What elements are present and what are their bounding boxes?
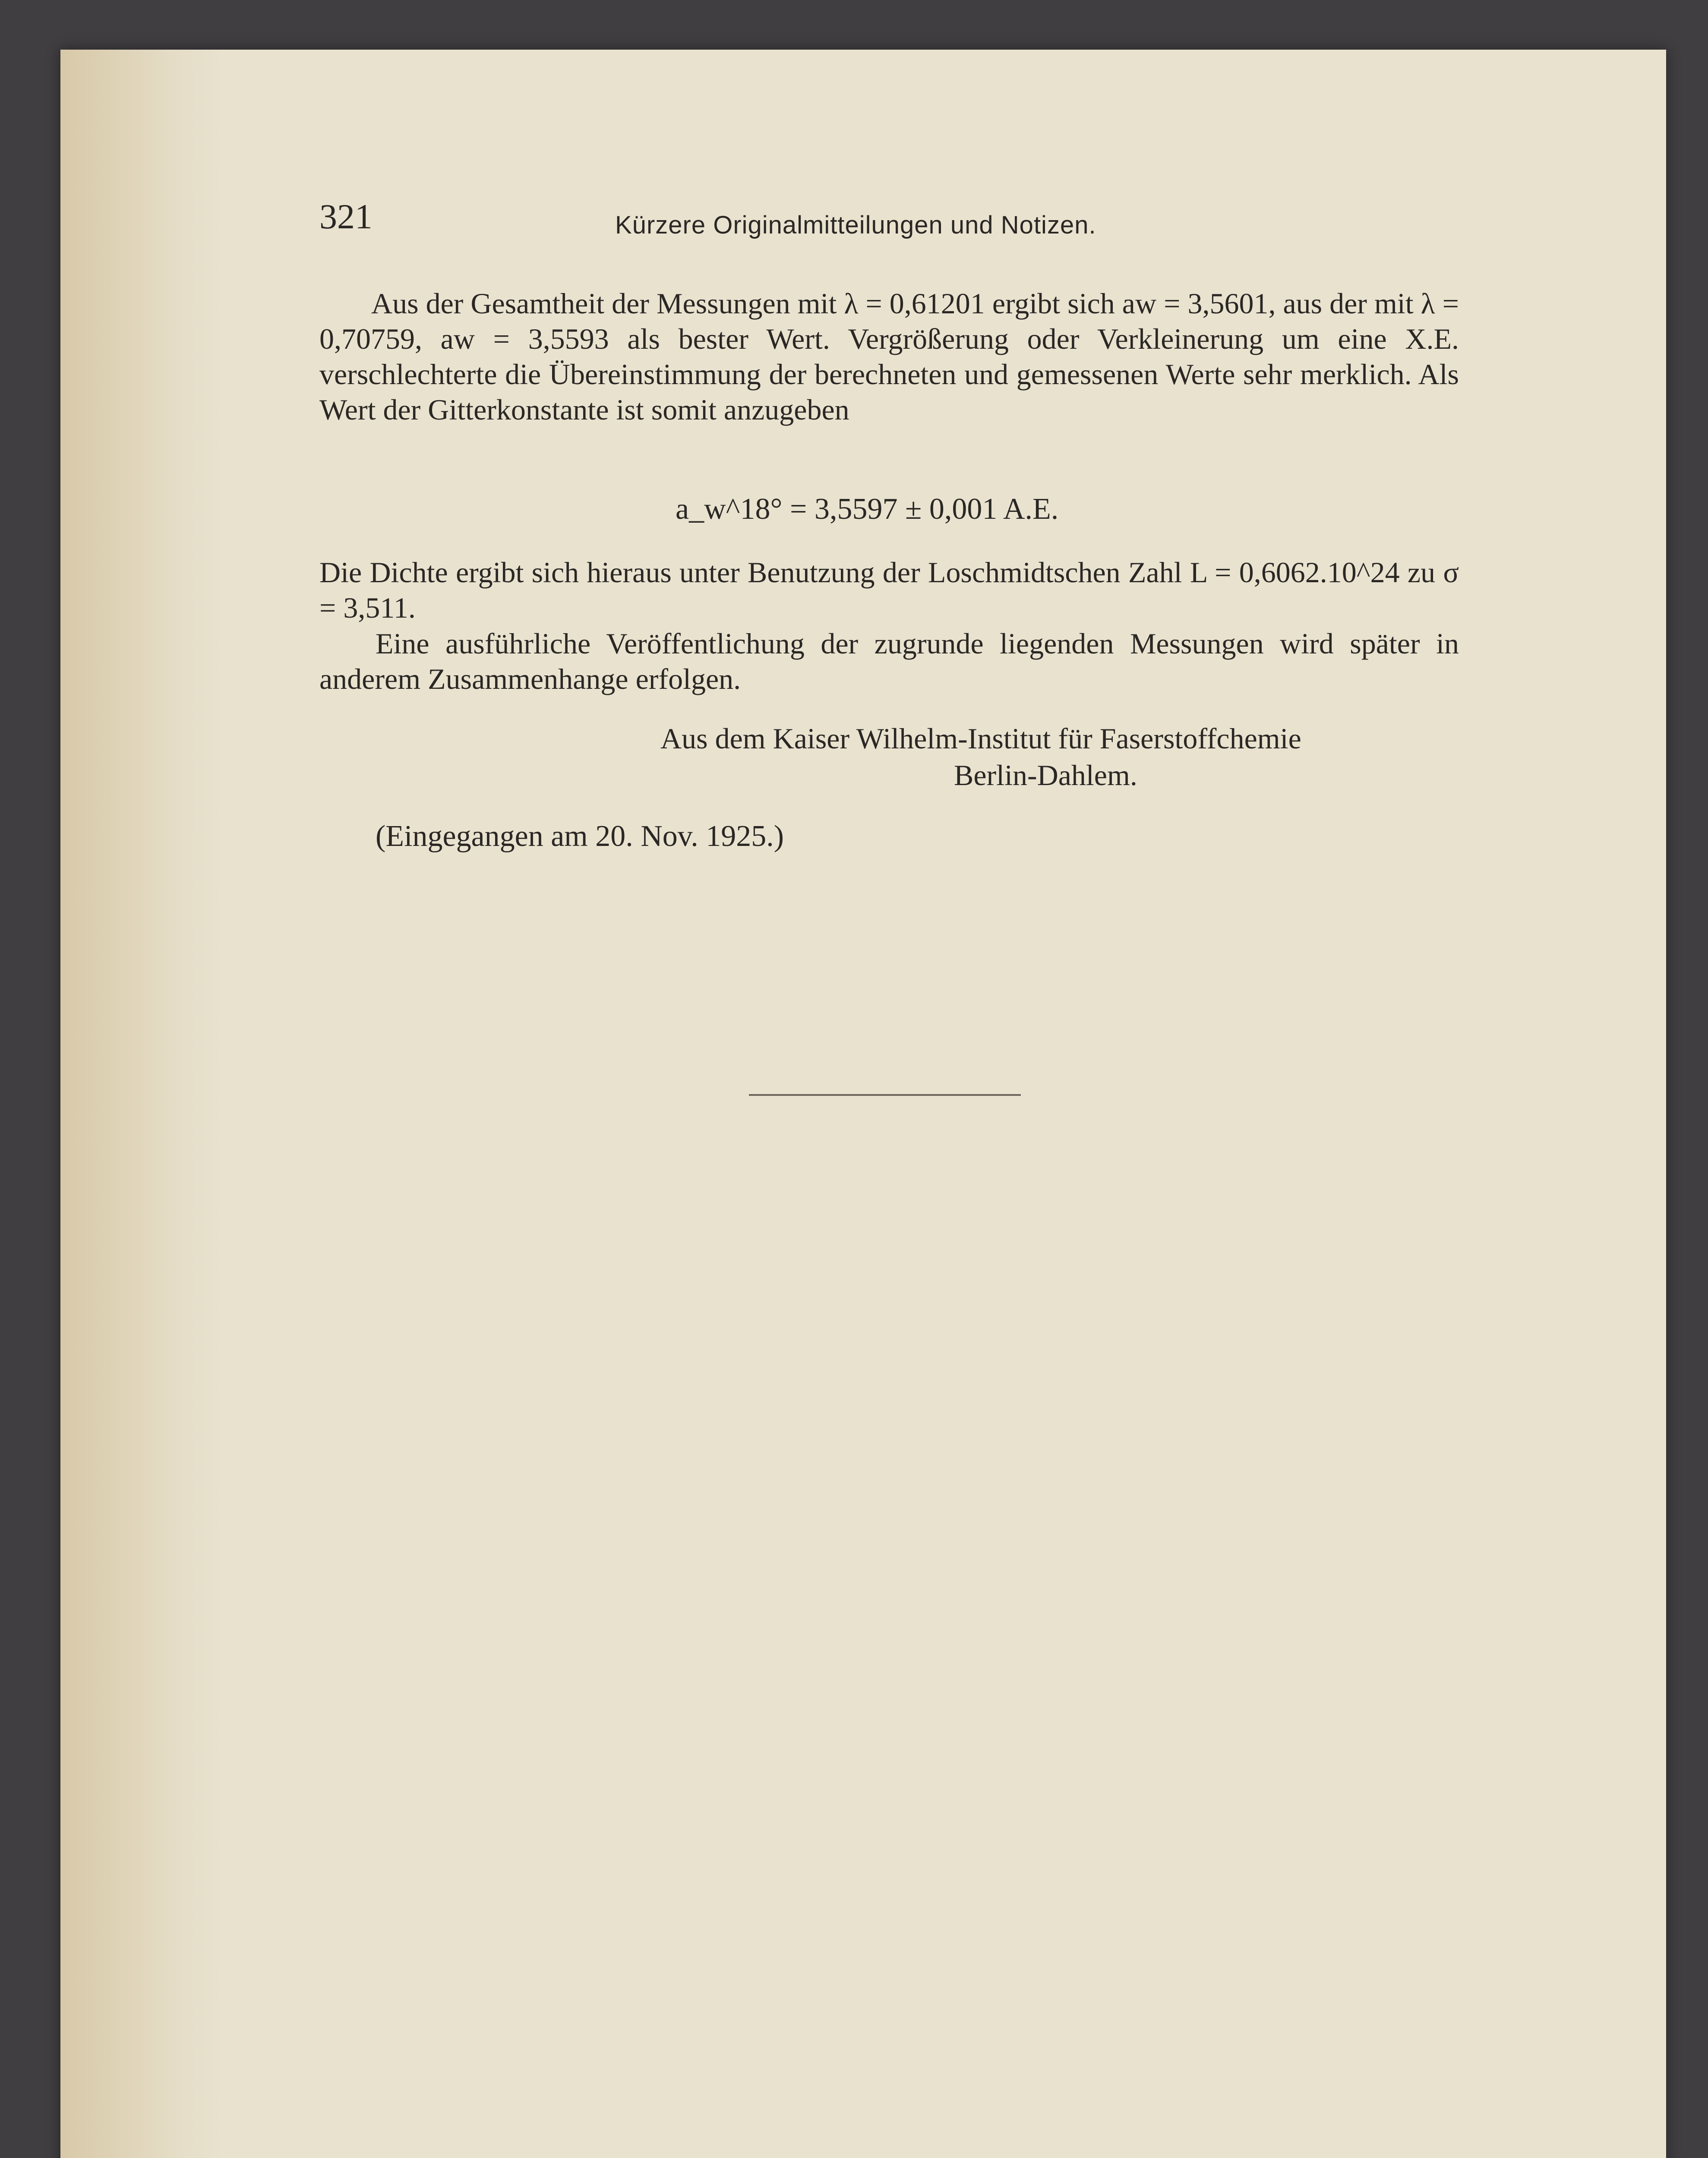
lattice-constant-formula: a_w^18° = 3,5597 ± 0,001 A.E. [676, 492, 1059, 526]
received-date: (Eingegangen am 20. Nov. 1925.) [376, 820, 784, 853]
paragraph-density: Die Dichte ergibt sich hieraus unter Benutzung der Loschmidtschen Zahl L = 0,6062.10^24 zu σ = 3,511. [319, 556, 1459, 624]
paragraph-measurements: Aus der Gesamtheit der Messungen mit λ = 0,61201 ergibt sich aw = 3,5601, aus der mit λ = 0,70759, aw = 3,5593 als bester Wert. Vergrößerung oder Verkleinerung um eine X.E. verschlechterte die Übereinstimmung der berechneten und gemessenen Werte sehr merklich. Als Wert der Gitterkonstante ist somit anzugeben [319, 287, 1459, 426]
institution-line: Aus dem Kaiser Wilhelm-Institut für Faserstoffchemie [660, 722, 1301, 755]
paragraph-publication-note: Eine ausführliche Veröffentlichung der zugrunde liegenden Messungen wird später in anderem Zusammenhange erfolgen. [319, 627, 1459, 695]
end-rule [749, 1094, 1021, 1096]
page-number: 321 [319, 197, 373, 236]
running-title: Kürzere Originalmitteilungen und Notizen. [615, 211, 1096, 239]
paper-stain [60, 50, 224, 2158]
institution-location: Berlin-Dahlem. [954, 759, 1137, 792]
